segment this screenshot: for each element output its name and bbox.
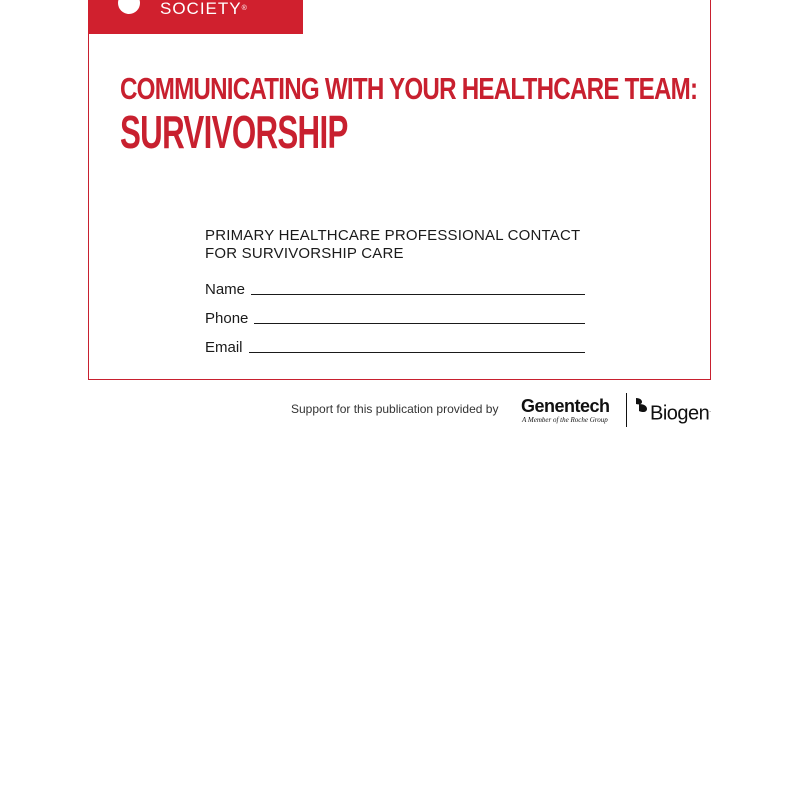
biogen-name: Biogen.	[650, 402, 711, 425]
genentech-logo	[521, 396, 610, 425]
sponsor-divider	[626, 393, 627, 427]
name-field-row	[205, 279, 585, 299]
title-line-2: SURVIVORSHIP	[120, 106, 348, 158]
biogen-mark-icon	[634, 396, 650, 414]
genentech-tagline: A Member of the Roche Group	[522, 416, 608, 424]
email-field-row	[205, 337, 585, 357]
logo-circle-icon	[118, 0, 140, 14]
contact-heading-line-2: FOR SURVIVORSHIP CARE	[205, 245, 404, 262]
title-line-1: COMMUNICATING WITH YOUR HEALTHCARE TEAM:	[120, 71, 698, 106]
organization-logo	[88, 0, 303, 34]
name-label: Name	[205, 281, 246, 298]
phone-input-line[interactable]	[254, 322, 585, 324]
logo-text: SOCIETY®	[160, 0, 248, 18]
contact-heading	[205, 227, 605, 263]
name-input-line[interactable]	[251, 293, 585, 295]
biogen-logo	[634, 396, 710, 425]
phone-field-row	[205, 308, 585, 328]
phone-label: Phone	[205, 310, 249, 327]
email-input-line[interactable]	[249, 351, 585, 353]
email-label: Email	[205, 339, 243, 356]
genentech-name: Genentech	[521, 396, 610, 416]
contact-heading-line-1: PRIMARY HEALTHCARE PROFESSIONAL CONTACT	[205, 227, 581, 244]
support-text: Support for this publication provided by	[291, 402, 499, 416]
